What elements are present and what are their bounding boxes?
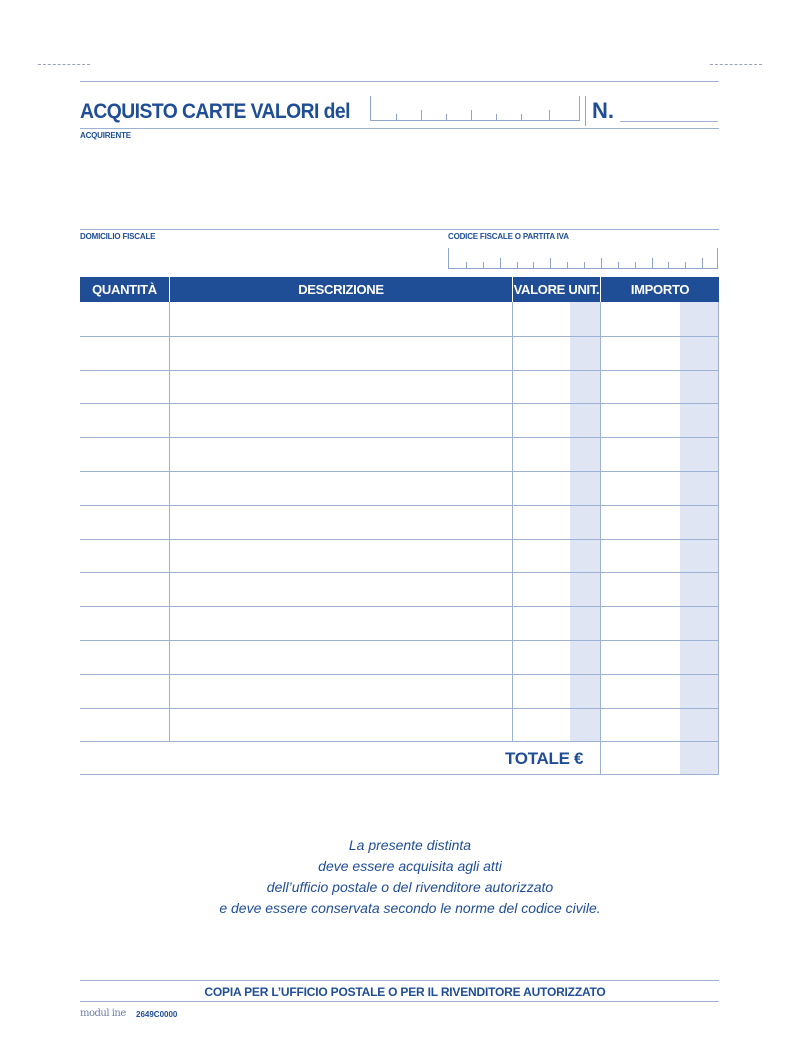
cell-quantita[interactable] xyxy=(80,471,169,505)
cell-importo[interactable] xyxy=(601,370,719,404)
cell-valore-unit[interactable] xyxy=(513,674,600,708)
tax-code-tick xyxy=(466,262,467,268)
table-row[interactable] xyxy=(80,471,719,505)
cell-quantita[interactable] xyxy=(80,302,169,336)
total-field[interactable] xyxy=(601,742,718,774)
date-tick xyxy=(396,114,397,120)
column-header-valore-unit: VALORE UNIT. xyxy=(513,282,600,297)
table-row[interactable] xyxy=(80,640,719,674)
cell-quantita[interactable] xyxy=(80,674,169,708)
table-row[interactable] xyxy=(80,370,719,404)
tax-code-field[interactable] xyxy=(448,248,718,269)
cell-descrizione[interactable] xyxy=(170,606,512,640)
column-divider xyxy=(600,302,601,774)
date-tick xyxy=(549,110,550,120)
tax-code-tick xyxy=(601,258,602,268)
cell-descrizione[interactable] xyxy=(170,370,512,404)
column-header-importo: IMPORTO xyxy=(630,282,690,297)
tax-code-tick xyxy=(500,258,501,268)
note-line: La presente distinta xyxy=(348,837,472,853)
cell-descrizione[interactable] xyxy=(170,403,512,437)
total-bottom-rule xyxy=(80,774,719,775)
cell-quantita[interactable] xyxy=(80,370,169,404)
cell-importo[interactable] xyxy=(601,505,719,539)
table-header xyxy=(80,277,719,302)
buyer-rule xyxy=(80,128,719,129)
cell-importo[interactable] xyxy=(601,471,719,505)
number-field[interactable] xyxy=(620,121,718,122)
footer-bottom-rule xyxy=(80,1001,719,1002)
cell-quantita[interactable] xyxy=(80,505,169,539)
cell-valore-unit[interactable] xyxy=(513,336,600,370)
domicile-label: DOMICILIO FISCALE xyxy=(80,232,156,241)
top-rule xyxy=(80,81,719,82)
cell-importo[interactable] xyxy=(601,539,719,573)
cell-importo[interactable] xyxy=(601,708,719,742)
cell-importo[interactable] xyxy=(601,403,719,437)
number-label: N. xyxy=(592,98,614,123)
buyer-label: ACQUIRENTE xyxy=(80,131,131,140)
cell-valore-unit[interactable] xyxy=(513,640,600,674)
perforation-left xyxy=(38,64,90,65)
table-row[interactable] xyxy=(80,437,719,471)
cell-valore-unit[interactable] xyxy=(513,708,600,742)
cell-descrizione[interactable] xyxy=(170,539,512,573)
cell-quantita[interactable] xyxy=(80,403,169,437)
tax-code-tick xyxy=(652,258,653,268)
column-divider xyxy=(169,302,170,741)
cell-valore-unit[interactable] xyxy=(513,403,600,437)
cell-valore-unit[interactable] xyxy=(513,606,600,640)
tax-code-tick xyxy=(533,262,534,268)
cell-descrizione[interactable] xyxy=(170,336,512,370)
cell-descrizione[interactable] xyxy=(170,640,512,674)
cell-quantita[interactable] xyxy=(80,539,169,573)
date-separator xyxy=(585,96,586,126)
cell-descrizione[interactable] xyxy=(170,471,512,505)
table-row[interactable] xyxy=(80,674,719,708)
cell-descrizione[interactable] xyxy=(170,708,512,742)
cell-importo[interactable] xyxy=(601,302,719,336)
cell-descrizione[interactable] xyxy=(170,572,512,606)
tax-code-tick xyxy=(685,262,686,268)
cell-valore-unit[interactable] xyxy=(513,539,600,573)
table-row[interactable] xyxy=(80,606,719,640)
table-row[interactable] xyxy=(80,336,719,370)
cell-valore-unit[interactable] xyxy=(513,572,600,606)
perforation-right xyxy=(710,64,762,65)
brand-logo: modul ine xyxy=(80,1008,126,1019)
cell-importo[interactable] xyxy=(601,572,719,606)
note-line: e deve essere conservata secondo le norme del codice civile. xyxy=(219,900,601,916)
date-tick xyxy=(471,110,472,120)
note-line: dell’ufficio postale o del rivenditore autorizzato xyxy=(266,879,554,895)
cell-importo[interactable] xyxy=(601,606,719,640)
tax-code-tick xyxy=(483,262,484,268)
cell-descrizione[interactable] xyxy=(170,302,512,336)
form-title: ACQUISTO CARTE VALORI del xyxy=(80,100,350,123)
cell-valore-unit[interactable] xyxy=(513,505,600,539)
cell-quantita[interactable] xyxy=(80,572,169,606)
total-label: TOTALE € xyxy=(505,749,584,768)
tax-code-tick xyxy=(702,258,703,268)
table-row[interactable] xyxy=(80,505,719,539)
tax-code-tick xyxy=(635,262,636,268)
copy-label: COPIA PER L’UFFICIO POSTALE O PER IL RIVENDITORE AUTORIZZATO xyxy=(204,985,606,999)
column-header-descrizione: DESCRIZIONE xyxy=(298,282,384,297)
tax-code-tick xyxy=(550,258,551,268)
note-line: deve essere acquisita agli atti xyxy=(318,858,502,874)
tax-code-tick xyxy=(584,262,585,268)
table-row[interactable] xyxy=(80,403,719,437)
cell-importo[interactable] xyxy=(601,336,719,370)
tax-code-tick xyxy=(668,262,669,268)
table-row[interactable] xyxy=(80,302,719,336)
column-divider xyxy=(512,302,513,741)
cell-valore-unit[interactable] xyxy=(513,471,600,505)
legal-note xyxy=(150,835,670,919)
tax-code-tick xyxy=(567,262,568,268)
buyer-field[interactable] xyxy=(80,142,719,227)
cell-valore-unit[interactable] xyxy=(513,437,600,471)
date-tick xyxy=(446,114,447,120)
cell-quantita[interactable] xyxy=(80,708,169,742)
table-row[interactable] xyxy=(80,539,719,573)
table-row[interactable] xyxy=(80,572,719,606)
cell-quantita[interactable] xyxy=(80,606,169,640)
domicile-rule xyxy=(80,229,719,230)
date-tick xyxy=(496,114,497,120)
cell-quantita[interactable] xyxy=(80,640,169,674)
cell-importo[interactable] xyxy=(601,437,719,471)
product-code: 2649C0000 xyxy=(136,1010,178,1019)
cell-valore-unit[interactable] xyxy=(513,370,600,404)
column-header-quantita: QUANTITÀ xyxy=(92,282,157,297)
cell-descrizione[interactable] xyxy=(170,437,512,471)
date-tick xyxy=(421,110,422,120)
cell-descrizione[interactable] xyxy=(170,674,512,708)
cell-descrizione[interactable] xyxy=(170,505,512,539)
tax-code-label: CODICE FISCALE O PARTITA IVA xyxy=(448,232,569,241)
cell-valore-unit[interactable] xyxy=(513,302,600,336)
cell-quantita[interactable] xyxy=(80,437,169,471)
cell-quantita[interactable] xyxy=(80,336,169,370)
column-divider xyxy=(718,302,719,774)
tax-code-tick xyxy=(618,262,619,268)
date-field[interactable] xyxy=(370,96,580,121)
table-row[interactable] xyxy=(80,708,719,742)
date-tick xyxy=(521,114,522,120)
tax-code-tick xyxy=(517,262,518,268)
footer-top-rule xyxy=(80,980,719,981)
cell-importo[interactable] xyxy=(601,640,719,674)
cell-importo[interactable] xyxy=(601,674,719,708)
